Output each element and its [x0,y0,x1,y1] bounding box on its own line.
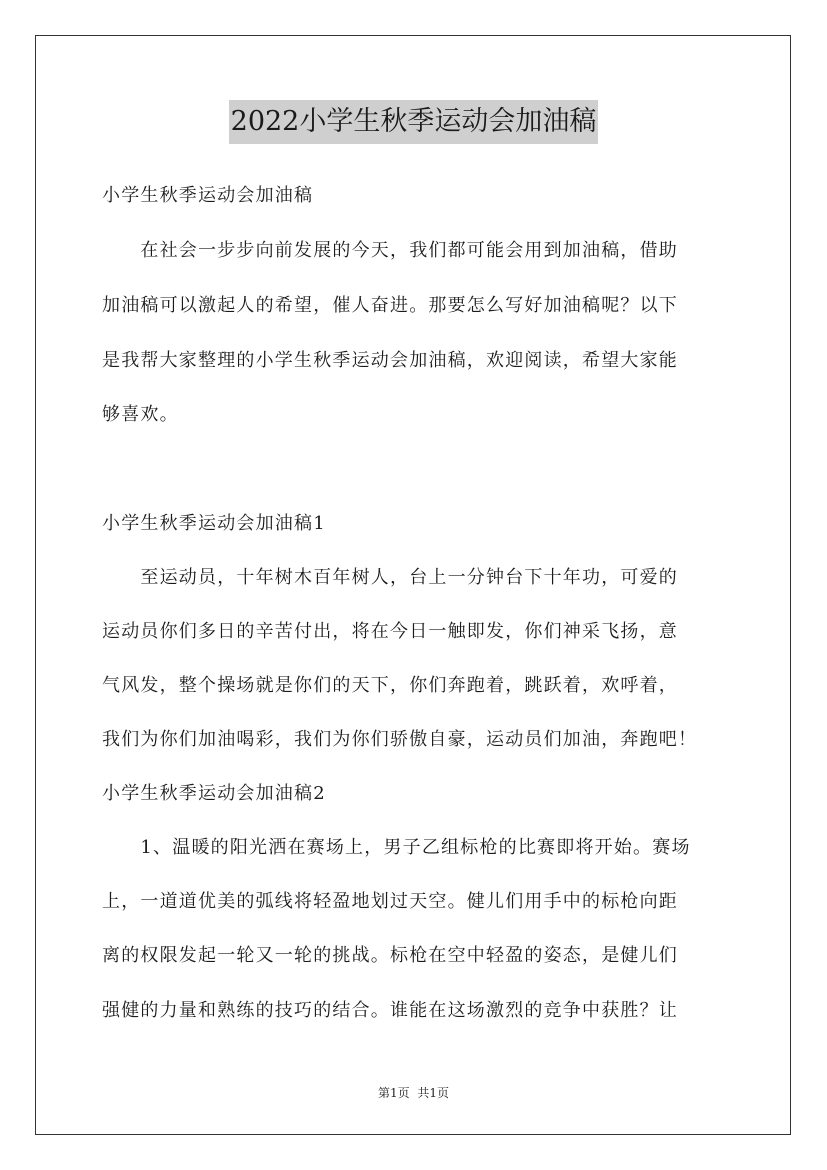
paragraph-line: 在社会一步步向前发展的今天，我们都可能会用到加油稿，借助 [102,240,678,261]
paragraph-line: 运动员你们多日的辛苦付出，将在今日一触即发，你们神采飞扬，意 [102,621,678,642]
paragraph-line: 我们为你们加油喝彩，我们为你们骄傲自豪，运动员们加油，奔跑吧！ [102,729,698,750]
section-heading: 小学生秋季运动会加油稿1 [102,513,326,534]
title-container [0,100,827,144]
page-total: 共1页 [417,1086,450,1100]
page-number: 第1页 [377,1086,410,1100]
section-heading: 小学生秋季运动会加油稿2 [102,783,326,804]
section-heading: 小学生秋季运动会加油稿 [102,185,314,206]
paragraph-line: 强健的力量和熟练的技巧的结合。谁能在这场激烈的竞争中获胜？让 [102,1000,678,1021]
paragraph-line: 是我帮大家整理的小学生秋季运动会加油稿，欢迎阅读，希望大家能 [102,350,678,371]
paragraph-line: 离的权限发起一轮又一轮的挑战。标枪在空中轻盈的姿态，是健儿们 [102,945,678,966]
document-title: 2022小学生秋季运动会加油稿 [229,100,599,144]
paragraph-line: 1、温暖的阳光洒在赛场上，男子乙组标枪的比赛即将开始。赛场 [102,837,691,858]
paragraph-line: 够喜欢。 [102,404,179,425]
paragraph-line: 上，一道道优美的弧线将轻盈地划过天空。健儿们用手中的标枪向距 [102,891,678,912]
paragraph-line: 加油稿可以激起人的希望，催人奋进。那要怎么写好加油稿呢？以下 [102,295,678,316]
paragraph-line: 至运动员，十年树木百年树人，台上一分钟台下十年功，可爱的 [102,567,678,588]
page-footer [0,1084,827,1101]
paragraph-line: 气风发，整个操场就是你们的天下，你们奔跑着，跳跃着，欢呼着， [102,675,678,696]
